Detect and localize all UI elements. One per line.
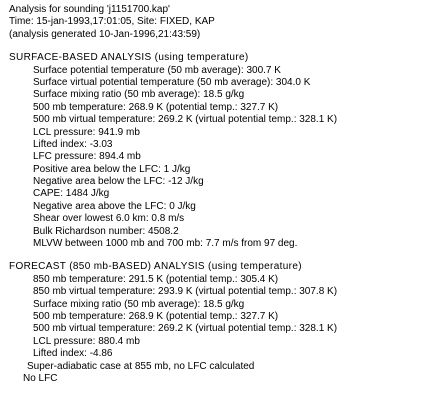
surface-line: 500 mb temperature: 268.9 K (potential temp.: 327.7 K)	[33, 101, 279, 113]
forecast-section-heading: FORECAST (850 mb-BASED) ANALYSIS (using temperature)	[9, 261, 302, 273]
forecast-note-superadiabatic: Super-adiabatic case at 855 mb, no LFC calculated	[27, 360, 255, 372]
surface-line: LCL pressure: 941.9 mb	[33, 126, 140, 138]
surface-line: 500 mb virtual temperature: 269.2 K (virtual potential temp.: 328.1 K)	[33, 114, 338, 126]
forecast-line: 850 mb virtual temperature: 293.9 K (virtual potential temp.: 307.8 K)	[33, 286, 338, 298]
forecast-line: 850 mb temperature: 291.5 K (potential temp.: 305.4 K)	[33, 273, 279, 285]
forecast-line: LCL pressure: 880.4 mb	[33, 335, 140, 347]
surface-line: Positive area below the LFC: 1 J/kg	[33, 163, 191, 175]
forecast-line: 500 mb temperature: 268.9 K (potential temp.: 327.7 K)	[33, 310, 279, 322]
surface-section-heading: SURFACE-BASED ANALYSIS (using temperature)	[9, 52, 249, 64]
spacer	[9, 250, 443, 261]
forecast-line: Surface mixing ratio (50 mb average): 18.5 g/kg	[33, 298, 245, 310]
surface-line: Shear over lowest 6.0 km: 0.8 m/s	[33, 213, 185, 225]
surface-line: MLVW between 1000 mb and 700 mb: 7.7 m/s from 97 deg.	[33, 238, 298, 250]
surface-line: Lifted index: -3.03	[33, 138, 113, 150]
time-site-line: Time: 15-jan-1993,17:01:05, Site: FIXED, KAP	[9, 16, 215, 28]
surface-line: Surface mixing ratio (50 mb average): 18.5 g/kg	[33, 89, 245, 101]
surface-line: Negative area below the LFC: -12 J/kg	[33, 176, 204, 188]
analysis-title: Analysis for sounding 'j1151700.kap'	[9, 4, 170, 15]
surface-line: CAPE: 1484 J/kg	[33, 188, 110, 200]
forecast-line: Lifted index: -4.86	[33, 348, 113, 360]
surface-line: Negative area above the LFC: 0 J/kg	[33, 200, 196, 212]
spacer	[9, 41, 443, 52]
generated-line: (analysis generated 10-Jan-1996,21:43:59)	[9, 28, 201, 40]
surface-line: Surface virtual potential temperature (50 mb average): 304.0 K	[33, 76, 311, 88]
sounding-analysis-document	[9, 4, 443, 385]
surface-line: LFC pressure: 894.4 mb	[33, 151, 141, 163]
surface-line: Surface potential temperature (50 mb average): 300.7 K	[33, 64, 281, 76]
forecast-line: 500 mb virtual temperature: 269.2 K (virtual potential temp.: 328.1 K)	[33, 323, 338, 335]
forecast-note-no-lfc: No LFC	[23, 372, 58, 384]
surface-line: Bulk Richardson number: 4508.2	[33, 225, 179, 237]
